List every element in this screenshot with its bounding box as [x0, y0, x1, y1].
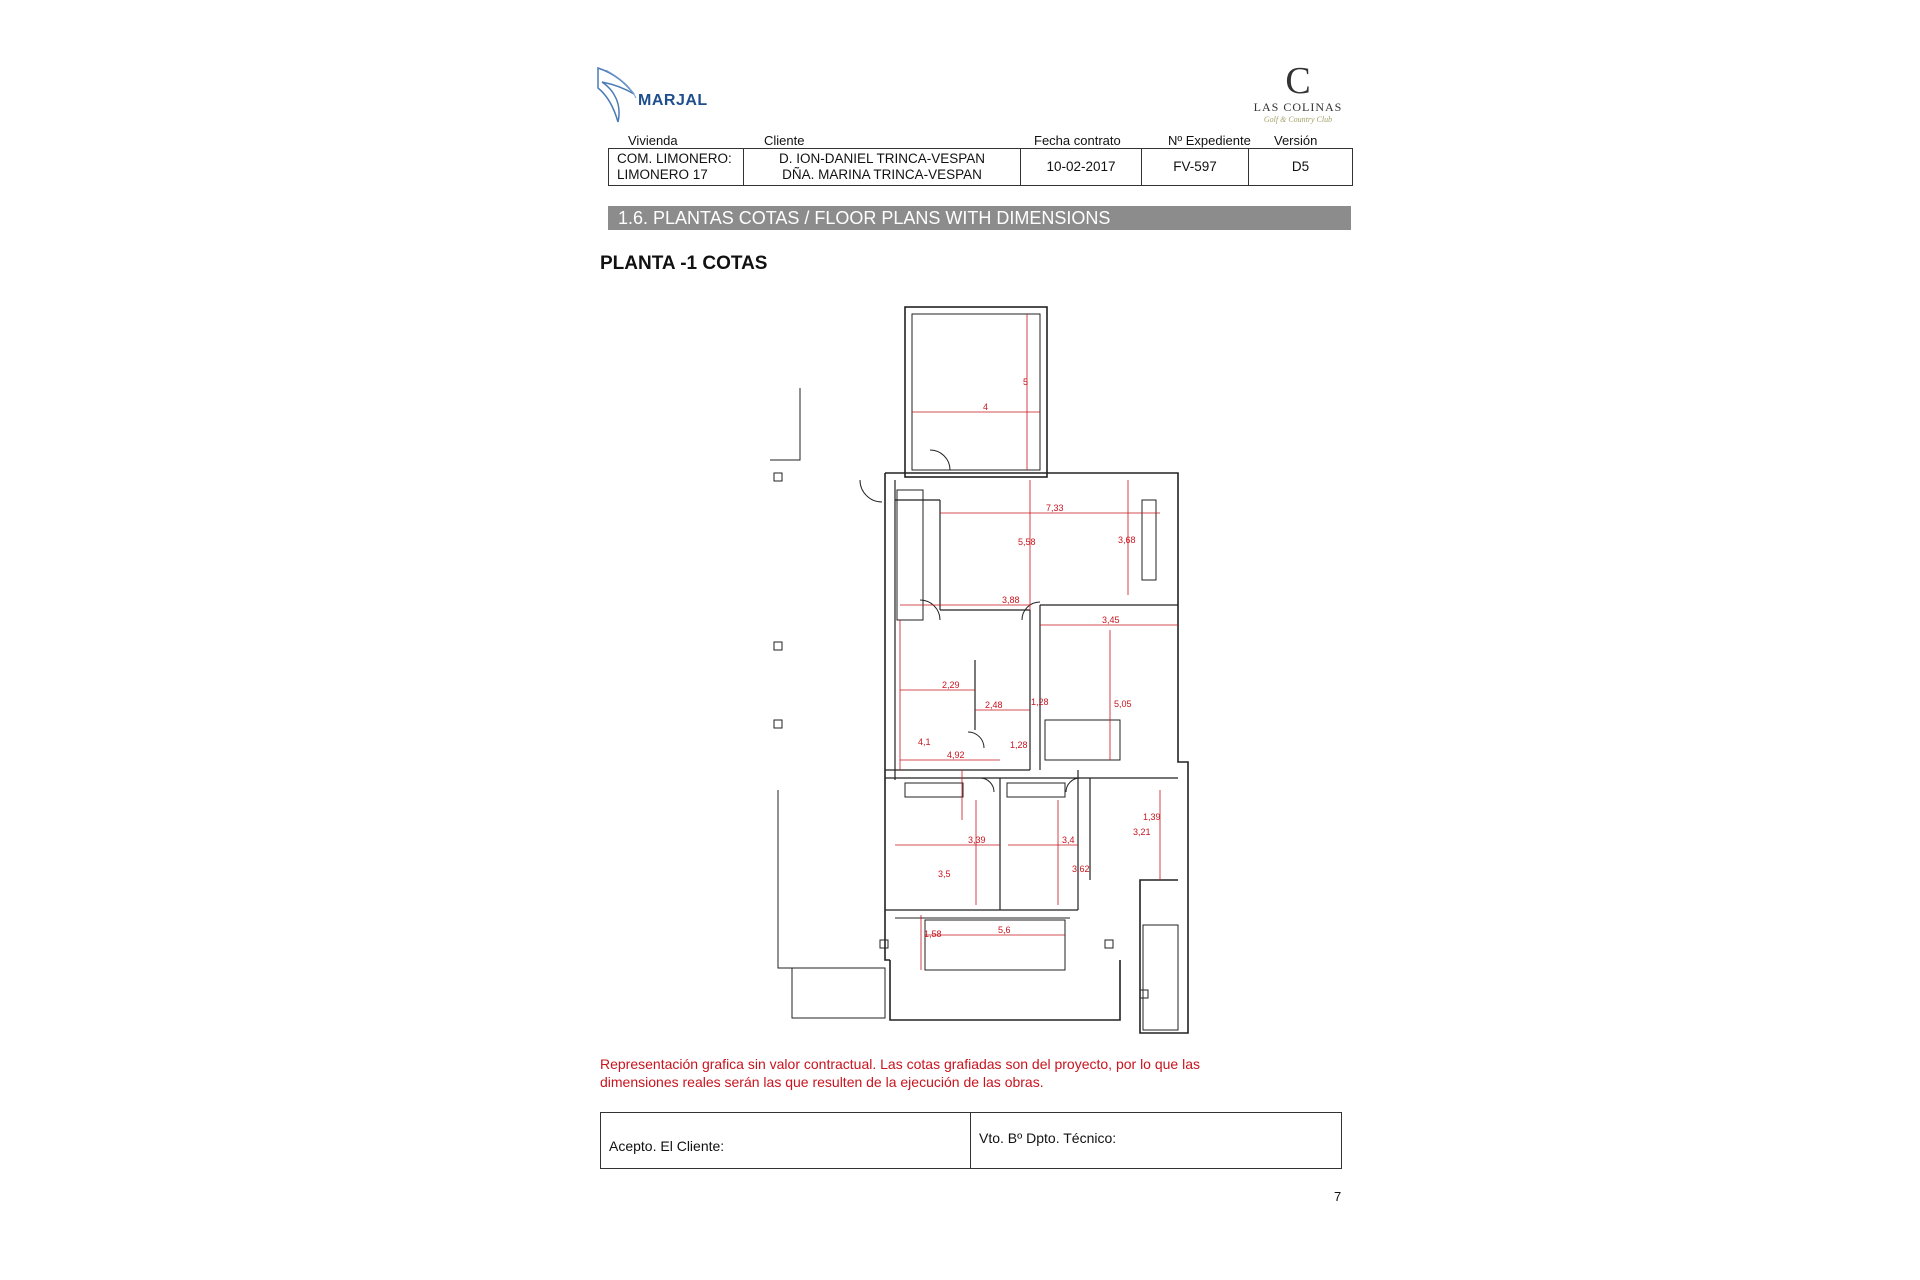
dim-label: 3,39	[968, 835, 986, 845]
dim-label: 3,4	[1062, 835, 1075, 845]
client-signature-field[interactable]: Acepto. El Cliente:	[601, 1113, 971, 1169]
dim-label: 4	[983, 402, 989, 412]
dim-label: 7,33	[1046, 503, 1064, 513]
dim-label: 1,58	[924, 929, 942, 939]
disclaimer-line1: Representación grafica sin valor contractual. Las cotas grafiadas son del proyecto, por lo que las	[600, 1056, 1201, 1072]
vivienda-line2: LIMONERO 17	[617, 167, 708, 182]
version-cell: D5	[1249, 149, 1353, 186]
plan-walls	[770, 307, 1188, 1033]
dim-label: 2,48	[985, 700, 1003, 710]
section-title-bar: 1.6. PLANTAS COTAS / FLOOR PLANS WITH DIMENSIONS	[608, 206, 1351, 230]
marjal-logo-text: MARJAL	[638, 92, 708, 109]
disclaimer	[600, 1055, 1260, 1091]
colinas-letter: C	[1285, 60, 1311, 102]
dim-label: 4,92	[947, 750, 965, 760]
dim-label: 4,1	[918, 737, 931, 747]
signature-table	[600, 1112, 1342, 1169]
dim-label: 5,6	[998, 925, 1011, 935]
floor-plan-drawing	[740, 300, 1200, 1040]
fecha-cell: 10-02-2017	[1021, 149, 1142, 186]
col-cliente: Cliente	[764, 133, 805, 148]
expediente-cell: FV-597	[1142, 149, 1249, 186]
dim-label: 5,05	[1114, 699, 1132, 709]
colinas-name: LAS COLINAS	[1253, 100, 1343, 114]
info-table	[608, 148, 1353, 186]
disclaimer-line2: dimensiones reales serán las que resulten de la ejecución de las obras.	[600, 1074, 1044, 1090]
dim-label: 1,28	[1031, 697, 1049, 707]
dim-label: 3,45	[1102, 615, 1120, 625]
dim-label: 1,28	[1010, 740, 1028, 750]
dim-label: 5,58	[1018, 537, 1036, 547]
plan-title: PLANTA -1 COTAS	[600, 253, 768, 274]
dim-label: 2,29	[942, 680, 960, 690]
dim-label: 1,39	[1143, 812, 1161, 822]
dim-label: 3,21	[1133, 827, 1151, 837]
las-colinas-logo	[1248, 62, 1348, 130]
dim-label: 5	[1023, 377, 1029, 387]
colinas-tagline: Golf & Country Club	[1263, 115, 1333, 124]
dim-label: 3,62	[1072, 864, 1090, 874]
dim-label: 3,68	[1118, 535, 1136, 545]
col-vivienda: Vivienda	[628, 133, 678, 148]
col-expediente: Nº Expediente	[1168, 133, 1251, 148]
cliente-cell	[744, 149, 1021, 186]
col-version: Versión	[1274, 133, 1318, 148]
dim-label: 3,88	[1002, 595, 1020, 605]
page-number: 7	[1334, 1189, 1342, 1204]
cliente-line1: D. ION-DANIEL TRINCA-VESPAN	[778, 151, 986, 166]
dim-label: 3,5	[938, 869, 951, 879]
tech-signature-field[interactable]: Vto. Bº Dpto. Técnico:	[971, 1113, 1342, 1169]
col-fecha: Fecha contrato	[1034, 133, 1121, 148]
cliente-line2: DÑA. MARINA TRINCA-VESPAN	[782, 167, 982, 182]
vivienda-line1: COM. LIMONERO:	[617, 151, 732, 166]
vivienda-cell	[609, 149, 744, 186]
dimension-labels	[918, 377, 1161, 939]
